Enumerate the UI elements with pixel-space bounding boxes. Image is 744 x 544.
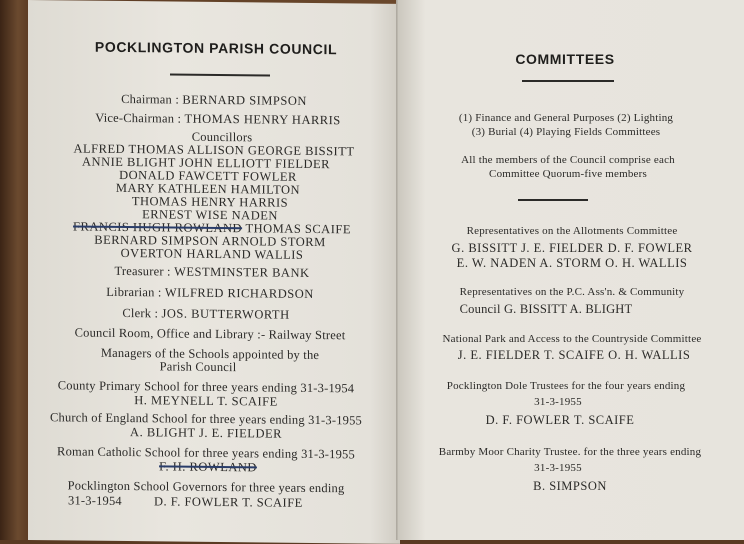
title-rule xyxy=(170,73,270,76)
dole-trustees-date: 31-3-1955 xyxy=(534,396,582,408)
councillor-line: ERNEST WISE NADEN xyxy=(142,207,278,223)
struck-name: FRANCIS HUGH ROWLAND xyxy=(73,219,243,236)
managers-heading: Managers of the Schools appointed by the xyxy=(100,345,320,363)
right-page xyxy=(398,0,744,540)
dole-trustees-names: D. F. FOWLER T. SCAIFE xyxy=(485,413,635,427)
vice-chairman-name: THOMAS HENRY HARRIS xyxy=(184,111,341,128)
members-note-1: All the members of the Council comprise each xyxy=(461,154,675,166)
councillor-line: BERNARD SIMPSON ARNOLD STORM xyxy=(94,232,326,250)
councillor-line: ANNIE BLIGHT JOHN ELLIOTT FIELDER xyxy=(82,154,330,172)
coe-school-names: A. BLIGHT J. E. FIELDER xyxy=(130,425,282,441)
councillor-line: MARY KATHLEEN HAMILTON xyxy=(115,180,301,197)
members-note-2: Committee Quorum-five members xyxy=(489,168,647,180)
governors-line: Pocklington School Governors for three years ending xyxy=(67,478,345,496)
coe-school-line: Church of England School for three years ending 31-3-1955 xyxy=(49,410,363,428)
councillors-label: Councillors xyxy=(191,129,253,145)
committees-title: COMMITTEES xyxy=(515,51,615,67)
barmby-label: Barmby Moor Charity Trustee. for the three years ending xyxy=(438,446,702,458)
county-school-line: County Primary School for three years ending 31-3-1954 xyxy=(57,378,355,396)
chairman-name: BERNARD SIMPSON xyxy=(182,92,307,108)
pc-assn-label: Representatives on the P.C. Ass'n. & Community xyxy=(459,286,685,298)
pc-assn-names: Council G. BISSITT A. BLIGHT xyxy=(459,302,633,316)
chairman-line xyxy=(121,92,307,109)
councillor-line: DONALD FAWCETT FOWLER xyxy=(119,167,297,184)
allotments-names-2: E. W. NADEN A. STORM O. H. WALLIS xyxy=(456,256,688,270)
left-page xyxy=(28,0,400,544)
treasurer-value: WESTMINSTER BANK xyxy=(174,264,310,280)
barmby-date: 31-3-1955 xyxy=(534,462,582,474)
governors-date: 31-3-1954 xyxy=(68,493,122,508)
dole-trustees-label: Pocklington Dole Trustees for the four years ending xyxy=(446,380,686,392)
county-school-names: H. MEYNELL T. SCAIFE xyxy=(134,393,278,409)
national-park-names: J. E. FIELDER T. SCAIFE O. H. WALLIS xyxy=(457,348,691,362)
treasurer-line xyxy=(114,264,309,281)
rc-school-struck-name: F. H. ROWLAND xyxy=(159,459,257,475)
section-rule xyxy=(518,199,588,201)
councillor-line: OVERTON HARLAND WALLIS xyxy=(120,245,304,262)
chairman-label: Chairman : xyxy=(121,91,180,107)
vice-chairman-label: Vice-Chairman : xyxy=(95,110,182,126)
councillor-name: THOMAS SCAIFE xyxy=(245,221,351,237)
librarian-value: WILFRED RICHARDSON xyxy=(164,285,314,301)
councillor-line: THOMAS HENRY HARRIS xyxy=(131,194,289,210)
clerk-value: JOS. BUTTERWORTH xyxy=(161,306,290,322)
committees-list-1: (1) Finance and General Purposes (2) Lighting xyxy=(458,112,674,124)
committees-title-rule xyxy=(522,80,614,82)
clerk-line xyxy=(122,306,289,323)
governors-names: D. F. FOWLER T. SCAIFE xyxy=(154,494,303,510)
national-park-label: National Park and Access to the Countryside Committee xyxy=(442,333,702,345)
councillor-line: ALFRED THOMAS ALLISON GEORGE BISSITT xyxy=(73,141,355,159)
allotments-names-1: G. BISSITT J. E. FIELDER D. F. FOWLER xyxy=(451,241,693,255)
council-room-label: Council Room, Office and Library :- xyxy=(74,325,266,342)
treasurer-label: Treasurer : xyxy=(114,263,171,279)
rc-school-line: Roman Catholic School for three years ending 31-3-1955 xyxy=(57,444,355,462)
council-title: POCKLINGTON PARISH COUNCIL xyxy=(94,38,338,58)
vice-chairman-line xyxy=(95,111,341,129)
council-room-value: Railway Street xyxy=(268,327,346,343)
committees-list-2: (3) Burial (4) Playing Fields Committees xyxy=(471,126,661,138)
librarian-line xyxy=(106,285,314,302)
allotments-label: Representatives on the Allotments Committee xyxy=(466,225,678,237)
council-room-line xyxy=(75,325,346,343)
managers-heading-2: Parish Council xyxy=(159,359,237,375)
librarian-label: Librarian : xyxy=(106,284,162,300)
clerk-label: Clerk : xyxy=(122,305,159,321)
barmby-names: B. SIMPSON xyxy=(533,479,607,493)
